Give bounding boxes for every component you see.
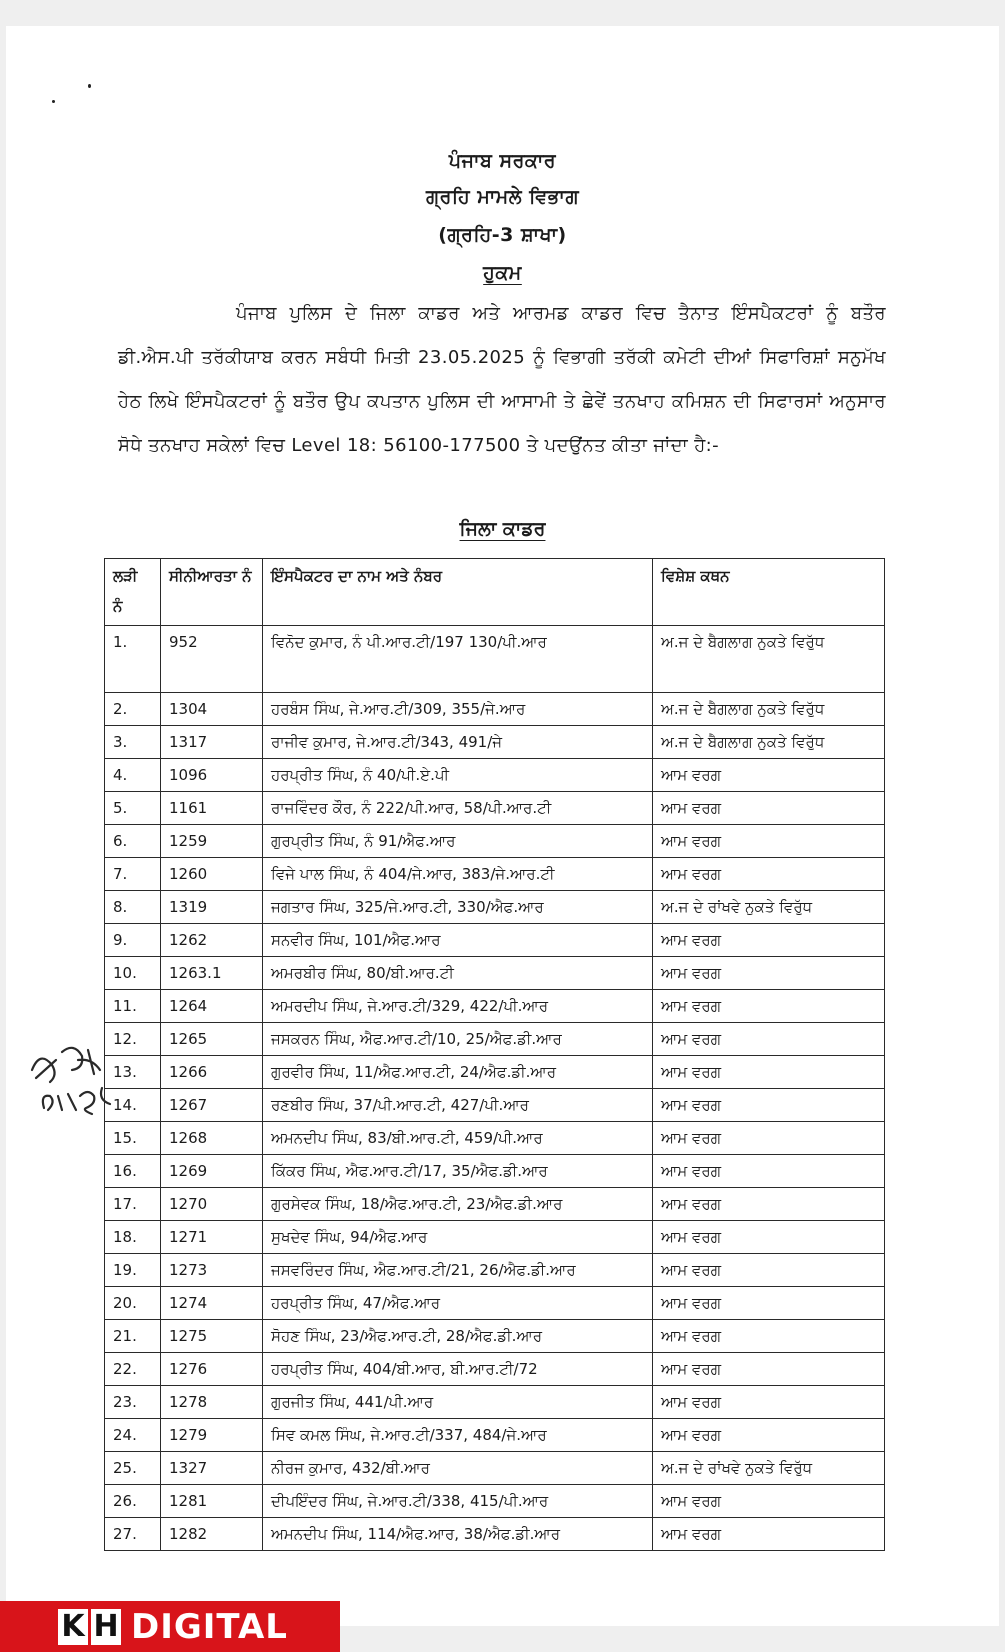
cell-serial: 12. [105,1023,161,1056]
cell-seniority: 1264 [161,990,263,1023]
cell-serial: 14. [105,1089,161,1122]
table-row [105,1452,885,1485]
kh-digital-logo [0,1601,340,1652]
cell-name: ਹਰਪ੍ਰੀਤ ਸਿੰਘ, 404/ਬੀ.ਆਰ, ਬੀ.ਆਰ.ਟੀ/72 [263,1353,653,1386]
cell-remarks: ਆਮ ਵਰਗ [653,1056,885,1089]
cell-serial: 7. [105,858,161,891]
department-heading: ਗ੍ਰਹਿ ਮਾਮਲੇ ਵਿਭਾਗ [425,186,580,208]
cell-serial: 2. [105,693,161,726]
cell-seniority: 1275 [161,1320,263,1353]
cell-name: ਦੀਪਇੰਦਰ ਸਿੰਘ, ਜੇ.ਆਰ.ਟੀ/338, 415/ਪੀ.ਆਰ [263,1485,653,1518]
cell-remarks: ਆਮ ਵਰਗ [653,792,885,825]
cell-name: ਗੁਰਜੀਤ ਸਿੰਘ, 441/ਪੀ.ਆਰ [263,1386,653,1419]
cell-remarks: ਆਮ ਵਰਗ [653,990,885,1023]
cell-remarks: ਅ.ਜ ਦੇ ਰਾਂਖਵੇ ਨੁਕਤੇ ਵਿਰੁੱਧ [653,891,885,924]
cell-serial: 5. [105,792,161,825]
header-serial: ਲੜੀ ਨੰ [105,559,161,626]
table-row [105,1089,885,1122]
cell-remarks: ਆਮ ਵਰਗ [653,1023,885,1056]
cell-name: ਗੁਰਪ੍ਰੀਤ ਸਿੰਘ, ਨੰ 91/ਐਫ.ਆਰ [263,825,653,858]
section-title: ਜਿਲਾ ਕਾਡਰ [459,518,546,540]
table-row [105,990,885,1023]
cell-seniority: 1282 [161,1518,263,1551]
cell-remarks: ਅ.ਜ ਦੇ ਬੈਗਲਾਗ ਨੁਕਤੇ ਵਿਰੁੱਧ [653,726,885,759]
order-paragraph-text: ਪੰਜਾਬ ਪੁਲਿਸ ਦੇ ਜਿਲਾ ਕਾਡਰ ਅਤੇ ਆਰਮਡ ਕਾਡਰ ਵਿਚ ਤੈਨਾਤ ਇੰਸਪੈਕਟਰਾਂ ਨੂੰ ਬਤੌਰ ਡੀ.ਐਸ.ਪੀ ਤਰੱਕੀਯਾਬ ਕਰਨ ਸਬੰਧੀ ਮਿਤੀ 23.05.2025 ਨੂੰ ਵਿਭਾਗੀ ਤਰੱਕੀ ਕਮੇਟੀ ਦੀਆਂ ਸਿਫਾਰਿਸ਼ਾਂ ਸਨੁਮੱਖ ਹੇਠ ਲਿਖੇ ਇੰਸਪੈਕਟਰਾਂ ਨੂੰ ਬਤੌਰ ਉਪ ਕਪਤਾਨ ਪੁਲਿਸ ਦੀ ਆਸਾਮੀ ਤੇ ਛੇਵੇਂ ਤਨਖਾਹ ਕਮਿਸ਼ਨ ਦੀ ਸਿਫਾਰਸਾਂ ਅਨੁਸਾਰ ਸੋਧੇ ਤਨਖਾਹ ਸਕੇਲਾਂ ਵਿਚ Level 18: 56100-177500 ਤੇ ਪਦਉਂਨਤ ਕੀਤਾ ਜਾਂਦਾ ਹੈ:- [118,303,886,456]
table-body [105,626,885,1551]
cell-remarks: ਆਮ ਵਰਗ [653,825,885,858]
cell-serial: 6. [105,825,161,858]
cell-seniority: 1267 [161,1089,263,1122]
cell-seniority: 1317 [161,726,263,759]
table-row [105,1419,885,1452]
cell-remarks: ਅ.ਜ ਦੇ ਬੈਗਲਾਗ ਨੁਕਤੇ ਵਿਰੁੱਧ [653,693,885,726]
cell-serial: 10. [105,957,161,990]
cell-serial: 26. [105,1485,161,1518]
table-row [105,759,885,792]
table-row [105,792,885,825]
table-row [105,626,885,693]
cell-name: ਜਸਕਰਨ ਸਿੰਘ, ਐਫ.ਆਰ.ਟੀ/10, 25/ਐਫ.ਡੀ.ਆਰ [263,1023,653,1056]
cell-seniority: 1271 [161,1221,263,1254]
cell-remarks: ਆਮ ਵਰਗ [653,1353,885,1386]
cell-seniority: 1279 [161,1419,263,1452]
logo-word: DIGITAL [131,1606,288,1647]
table-row [105,1188,885,1221]
header-remarks: ਵਿਸ਼ੇਸ਼ ਕਥਨ [653,559,885,626]
cell-remarks: ਆਮ ਵਰਗ [653,1155,885,1188]
cell-name: ਨੀਰਜ ਕੁਮਾਰ, 432/ਬੀ.ਆਰ [263,1452,653,1485]
cell-serial: 23. [105,1386,161,1419]
table-row [105,1485,885,1518]
cell-serial: 18. [105,1221,161,1254]
cell-seniority: 1268 [161,1122,263,1155]
cell-seniority: 1304 [161,693,263,726]
cell-seniority: 1276 [161,1353,263,1386]
cell-seniority: 1278 [161,1386,263,1419]
table-row [105,1254,885,1287]
cell-remarks: ਆਮ ਵਰਗ [653,1485,885,1518]
logo-letter-h: H [91,1609,121,1645]
government-heading: ਪੰਜਾਬ ਸਰਕਾਰ [448,150,557,172]
cell-remarks: ਆਮ ਵਰਗ [653,858,885,891]
cell-name: ਰਣਬੀਰ ਸਿੰਘ, 37/ਪੀ.ਆਰ.ਟੀ, 427/ਪੀ.ਆਰ [263,1089,653,1122]
cell-remarks: ਆਮ ਵਰਗ [653,1287,885,1320]
cell-name: ਗੁਰਸੇਵਕ ਸਿੰਘ, 18/ਐਫ.ਆਰ.ਟੀ, 23/ਐਫ.ਡੀ.ਆਰ [263,1188,653,1221]
cell-name: ਹਰਪ੍ਰੀਤ ਸਿੰਘ, ਨੰ 40/ਪੀ.ਏ.ਪੀ [263,759,653,792]
cell-serial: 19. [105,1254,161,1287]
cell-remarks: ਆਮ ਵਰਗ [653,1386,885,1419]
cell-name: ਅਮਰਦੀਪ ਸਿੰਘ, ਜੇ.ਆਰ.ਟੀ/329, 422/ਪੀ.ਆਰ [263,990,653,1023]
table-row [105,693,885,726]
cell-serial: 13. [105,1056,161,1089]
header-name: ਇੰਸਪੈਕਟਰ ਦਾ ਨਾਮ ਅਤੇ ਨੰਬਰ [263,559,653,626]
cell-remarks: ਅ.ਜ ਦੇ ਰਾਂਖਵੇ ਨੁਕਤੇ ਵਿਰੁੱਧ [653,1452,885,1485]
cell-seniority: 1269 [161,1155,263,1188]
cell-serial: 17. [105,1188,161,1221]
cell-serial: 24. [105,1419,161,1452]
cell-name: ਅਮਰਬੀਰ ਸਿੰਘ, 80/ਬੀ.ਆਰ.ਟੀ [263,957,653,990]
cell-seniority: 1281 [161,1485,263,1518]
table-row [105,1320,885,1353]
table-row [105,1155,885,1188]
cell-name: ਸਨਵੀਰ ਸਿੰਘ, 101/ਐਫ.ਆਰ [263,924,653,957]
cell-remarks: ਆਮ ਵਰਗ [653,1188,885,1221]
cell-remarks: ਆਮ ਵਰਗ [653,1254,885,1287]
cell-seniority: 1161 [161,792,263,825]
cell-serial: 11. [105,990,161,1023]
cell-serial: 27. [105,1518,161,1551]
cell-remarks: ਆਮ ਵਰਗ [653,759,885,792]
cell-seniority: 1260 [161,858,263,891]
cell-serial: 3. [105,726,161,759]
order-paragraph [118,292,886,468]
table-row [105,1287,885,1320]
cell-serial: 4. [105,759,161,792]
cell-serial: 16. [105,1155,161,1188]
table-row [105,1518,885,1551]
cell-serial: 1. [105,626,161,693]
table-row [105,924,885,957]
cell-name: ਅਮਨਦੀਪ ਸਿੰਘ, 83/ਬੀ.ਆਰ.ਟੀ, 459/ਪੀ.ਆਰ [263,1122,653,1155]
cell-seniority: 1262 [161,924,263,957]
cell-serial: 25. [105,1452,161,1485]
cell-seniority: 952 [161,626,263,693]
cell-seniority: 1265 [161,1023,263,1056]
scan-speck [52,100,55,103]
promotion-table [104,558,885,1551]
cell-remarks: ਆਮ ਵਰਗ [653,1320,885,1353]
table-row [105,858,885,891]
cell-name: ਅਮਨਦੀਪ ਸਿੰਘ, 114/ਐਫ.ਆਰ, 38/ਐਫ.ਡੀ.ਆਰ [263,1518,653,1551]
cell-remarks: ਆਮ ਵਰਗ [653,1419,885,1452]
cell-name: ਵਿਜੇ ਪਾਲ ਸਿੰਘ, ਨੰ 404/ਜੇ.ਆਰ, 383/ਜੇ.ਆਰ.ਟੀ [263,858,653,891]
scan-speck [88,84,91,88]
cell-serial: 15. [105,1122,161,1155]
cell-seniority: 1263.1 [161,957,263,990]
table-row [105,1221,885,1254]
cell-remarks: ਆਮ ਵਰਗ [653,1518,885,1551]
cell-remarks: ਆਮ ਵਰਗ [653,1089,885,1122]
cell-name: ਕਿੱਕਰ ਸਿੰਘ, ਐਫ.ਆਰ.ਟੀ/17, 35/ਐਫ.ਡੀ.ਆਰ [263,1155,653,1188]
cell-serial: 21. [105,1320,161,1353]
cell-seniority: 1266 [161,1056,263,1089]
cell-remarks: ਆਮ ਵਰਗ [653,924,885,957]
table-row [105,957,885,990]
cell-name: ਜਸਵਰਿੰਦਰ ਸਿੰਘ, ਐਫ.ਆਰ.ਟੀ/21, 26/ਐਫ.ਡੀ.ਆਰ [263,1254,653,1287]
cell-name: ਸਿਵ ਕਮਲ ਸਿੰਘ, ਜੇ.ਆਰ.ਟੀ/337, 484/ਜੇ.ਆਰ [263,1419,653,1452]
cell-remarks: ਆਮ ਵਰਗ [653,957,885,990]
cell-name: ਸੋਹਣ ਸਿੰਘ, 23/ਐਫ.ਆਰ.ਟੀ, 28/ਐਫ.ਡੀ.ਆਰ [263,1320,653,1353]
cell-remarks: ਅ.ਜ ਦੇ ਬੈਗਲਾਗ ਨੁਕਤੇ ਵਿਰੁੱਧ [653,626,885,693]
cell-seniority: 1259 [161,825,263,858]
table-row [105,1122,885,1155]
handwritten-signature [22,1030,122,1130]
branch-heading: (ਗ੍ਰਹਿ-3 ਸ਼ਾਖਾ) [438,224,567,246]
cell-serial: 9. [105,924,161,957]
table-row [105,726,885,759]
cell-name: ਰਾਜਵਿੰਦਰ ਕੌਰ, ਨੰ 222/ਪੀ.ਆਰ, 58/ਪੀ.ਆਰ.ਟੀ [263,792,653,825]
cell-name: ਗੁਰਵੀਰ ਸਿੰਘ, 11/ਐਫ.ਆਰ.ਟੀ, 24/ਐਫ.ਡੀ.ਆਰ [263,1056,653,1089]
table-row [105,1386,885,1419]
cell-name: ਵਿਨੋਦ ਕੁਮਾਰ, ਨੰ ਪੀ.ਆਰ.ਟੀ/197 130/ਪੀ.ਆਰ [263,626,653,693]
cell-name: ਸੁਖਦੇਵ ਸਿੰਘ, 94/ਐਫ.ਆਰ [263,1221,653,1254]
cell-seniority: 1274 [161,1287,263,1320]
cell-serial: 20. [105,1287,161,1320]
table-row [105,825,885,858]
table-header-row [105,559,885,626]
cell-seniority: 1096 [161,759,263,792]
header-seniority: ਸੀਨੀਆਰਤਾ ਨੰ [161,559,263,626]
cell-seniority: 1270 [161,1188,263,1221]
cell-name: ਜਗਤਾਰ ਸਿੰਘ, 325/ਜੇ.ਆਰ.ਟੀ, 330/ਐਫ.ਆਰ [263,891,653,924]
cell-seniority: 1273 [161,1254,263,1287]
table-row [105,891,885,924]
table-row [105,1056,885,1089]
cell-remarks: ਆਮ ਵਰਗ [653,1221,885,1254]
cell-serial: 22. [105,1353,161,1386]
cell-remarks: ਆਮ ਵਰਗ [653,1122,885,1155]
order-title: ਹੁਕਮ [483,262,522,284]
cell-seniority: 1319 [161,891,263,924]
cell-seniority: 1327 [161,1452,263,1485]
table-row [105,1023,885,1056]
cell-name: ਹਰਪ੍ਰੀਤ ਸਿੰਘ, 47/ਐਫ.ਆਰ [263,1287,653,1320]
cell-name: ਰਾਜੀਵ ਕੁਮਾਰ, ਜੇ.ਆਰ.ਟੀ/343, 491/ਜੇ [263,726,653,759]
logo-letter-k: K [58,1609,88,1645]
cell-serial: 8. [105,891,161,924]
table-row [105,1353,885,1386]
kh-letter-blocks [58,1609,121,1645]
cell-name: ਹਰਬੰਸ ਸਿੰਘ, ਜੇ.ਆਰ.ਟੀ/309, 355/ਜੇ.ਆਰ [263,693,653,726]
